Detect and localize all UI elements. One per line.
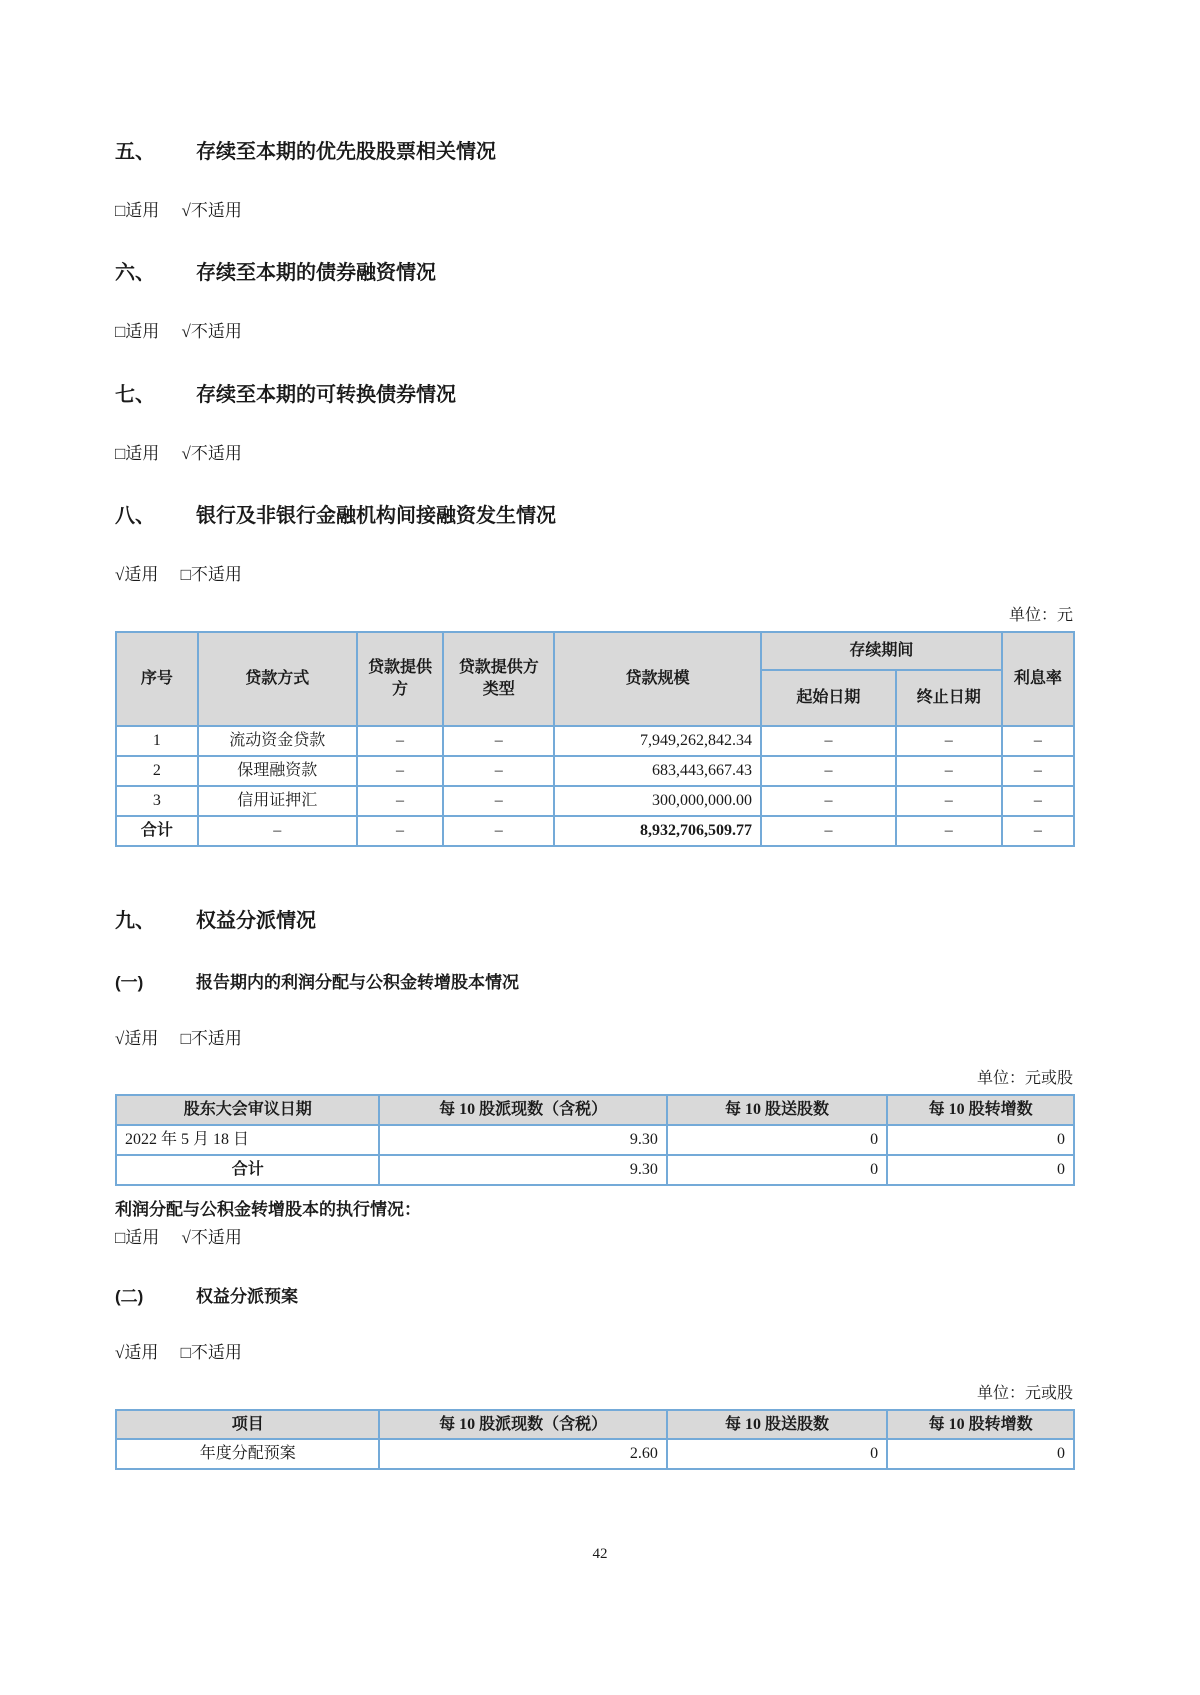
col-header-bonus-per-10: 每 10 股送股数 <box>667 1095 887 1125</box>
unit-label: 单位：元或股 <box>976 1070 1073 1088</box>
cell-method: 流动资金贷款 <box>198 726 357 756</box>
col-header-item: 项目 <box>116 1410 379 1440</box>
table-row <box>116 786 1074 816</box>
section-heading-8 <box>115 504 1075 529</box>
cell-start-date: – <box>761 726 896 756</box>
applicability-row-execution <box>115 1228 1075 1248</box>
cell-provider: – <box>357 726 444 756</box>
cell-end-date: – <box>896 726 1002 756</box>
cell-seq: 2 <box>116 756 198 786</box>
checkbox-not-applicable-unchecked: □不适用 <box>180 1028 242 1048</box>
col-header-cash-per-10: 每 10 股派现数（含税） <box>379 1410 666 1440</box>
cell-total-label: 合计 <box>116 816 198 846</box>
section-number: 六、 <box>115 262 155 285</box>
col-header-bonus-per-10: 每 10 股送股数 <box>667 1410 887 1440</box>
cell-start-date: – <box>761 816 896 846</box>
col-header-provider: 贷款提供方 <box>357 632 444 726</box>
section-title: 权益分派情况 <box>196 909 316 932</box>
col-header-conversion-per-10: 每 10 股转增数 <box>887 1095 1074 1125</box>
cell-interest: – <box>1002 726 1074 756</box>
checkbox-applicable-unchecked: □适用 <box>115 443 160 463</box>
section-heading-7 <box>115 383 1075 408</box>
document-page <box>115 0 1075 1470</box>
cell-end-date: – <box>896 816 1002 846</box>
section-number: 五、 <box>115 141 155 163</box>
section-title: 存续至本期的债券融资情况 <box>196 262 436 285</box>
table-total-row <box>116 1155 1074 1185</box>
checkbox-not-applicable-checked: √不适用 <box>181 201 242 220</box>
distribution-plan-table <box>115 1409 1075 1471</box>
table-row <box>116 756 1074 786</box>
cell-provider-type: – <box>443 726 554 756</box>
checkbox-applicable-unchecked: □适用 <box>115 201 160 220</box>
checkbox-not-applicable-checked: √不适用 <box>181 1227 242 1247</box>
page-number: 42 <box>592 1546 608 1562</box>
checkbox-applicable-checked: √适用 <box>115 1028 159 1048</box>
execution-note: 利润分配与公积金转增股本的执行情况： <box>115 1199 421 1219</box>
cell-scale: 300,000,000.00 <box>554 786 761 816</box>
col-header-method: 贷款方式 <box>198 632 357 726</box>
col-header-scale: 贷款规模 <box>554 632 761 726</box>
cell-start-date: – <box>761 786 896 816</box>
cell-method: 信用证押汇 <box>198 786 357 816</box>
checkbox-applicable-checked: √适用 <box>115 565 159 585</box>
checkbox-applicable-unchecked: □适用 <box>115 1227 160 1247</box>
cell-meeting-date: 2022 年 5 月 18 日 <box>116 1125 379 1155</box>
cell-end-date: – <box>896 786 1002 816</box>
checkbox-not-applicable-unchecked: □不适用 <box>180 565 242 585</box>
table-row <box>116 1125 1074 1155</box>
col-header-provider-type: 贷款提供方类型 <box>443 632 554 726</box>
section-title: 银行及非银行金融机构间接融资发生情况 <box>196 505 556 528</box>
table-row <box>116 726 1074 756</box>
cell-total-scale: 8,932,706,509.77 <box>554 816 761 846</box>
section-number: 八、 <box>115 505 155 528</box>
subsection-number: (二) <box>115 1286 144 1306</box>
cell-cash: 9.30 <box>379 1125 666 1155</box>
col-header-conversion-per-10: 每 10 股转增数 <box>887 1410 1074 1440</box>
applicability-row-8 <box>115 565 1075 585</box>
subsection-heading-9-2 <box>115 1286 1075 1307</box>
cell-interest: – <box>1002 756 1074 786</box>
checkbox-not-applicable-checked: √不适用 <box>181 443 242 463</box>
section-title: 存续至本期的优先股股票相关情况 <box>196 141 496 163</box>
cell-start-date: – <box>761 756 896 786</box>
cell-bonus: 0 <box>667 1155 887 1185</box>
cell-conversion: 0 <box>887 1125 1074 1155</box>
applicability-row-6 <box>115 322 1075 342</box>
cell-interest: – <box>1002 816 1074 846</box>
cell-method: – <box>198 816 357 846</box>
cell-conversion: 0 <box>887 1439 1074 1469</box>
section-heading-9 <box>115 909 1075 934</box>
cell-method: 保理融资款 <box>198 756 357 786</box>
col-header-start-date: 起始日期 <box>761 670 896 726</box>
col-header-seq: 序号 <box>116 632 198 726</box>
subsection-title: 报告期内的利润分配与公积金转增股本情况 <box>196 972 519 992</box>
cell-seq: 3 <box>116 786 198 816</box>
applicability-row-9-2 <box>115 1343 1075 1363</box>
col-header-end-date: 终止日期 <box>896 670 1002 726</box>
subsection-heading-9-1 <box>115 972 1075 993</box>
applicability-row-9-1 <box>115 1029 1075 1049</box>
cell-cash: 9.30 <box>379 1155 666 1185</box>
cell-bonus: 0 <box>667 1125 887 1155</box>
col-header-interest: 利息率 <box>1002 632 1074 726</box>
cell-provider: – <box>357 816 444 846</box>
subsection-number: (一) <box>115 972 144 992</box>
dividend-table <box>115 1094 1075 1186</box>
cell-seq: 1 <box>116 726 198 756</box>
cell-provider: – <box>357 756 444 786</box>
section-title: 存续至本期的可转换债券情况 <box>196 383 456 406</box>
cell-interest: – <box>1002 786 1074 816</box>
cell-conversion: 0 <box>887 1155 1074 1185</box>
cell-provider-type: – <box>443 786 554 816</box>
cell-scale: 683,443,667.43 <box>554 756 761 786</box>
cell-total-label: 合计 <box>116 1155 379 1185</box>
table-row <box>116 1439 1074 1469</box>
section-number: 九、 <box>115 909 155 932</box>
applicability-row-7 <box>115 444 1075 464</box>
section-number: 七、 <box>115 383 155 406</box>
cell-bonus: 0 <box>667 1439 887 1469</box>
cell-cash: 2.60 <box>379 1439 666 1469</box>
table-total-row <box>116 816 1074 846</box>
loan-table <box>115 631 1075 847</box>
checkbox-applicable-unchecked: □适用 <box>115 322 160 342</box>
cell-item: 年度分配预案 <box>116 1439 379 1469</box>
cell-end-date: – <box>896 756 1002 786</box>
applicability-row-5 <box>115 201 1075 221</box>
col-header-cash-per-10: 每 10 股派现数（含税） <box>379 1095 666 1125</box>
cell-provider: – <box>357 786 444 816</box>
section-heading-5 <box>115 140 1075 165</box>
subsection-title: 权益分派预案 <box>196 1286 298 1306</box>
cell-scale: 7,949,262,842.34 <box>554 726 761 756</box>
col-header-duration: 存续期间 <box>761 632 1002 670</box>
unit-label: 单位：元 <box>1008 606 1073 624</box>
cell-provider-type: – <box>443 816 554 846</box>
section-heading-6 <box>115 261 1075 286</box>
checkbox-not-applicable-checked: √不适用 <box>181 322 242 342</box>
col-header-meeting-date: 股东大会审议日期 <box>116 1095 379 1125</box>
checkbox-applicable-checked: √适用 <box>115 1343 159 1363</box>
checkbox-not-applicable-unchecked: □不适用 <box>180 1343 242 1363</box>
unit-label: 单位：元或股 <box>976 1384 1073 1402</box>
cell-provider-type: – <box>443 756 554 786</box>
